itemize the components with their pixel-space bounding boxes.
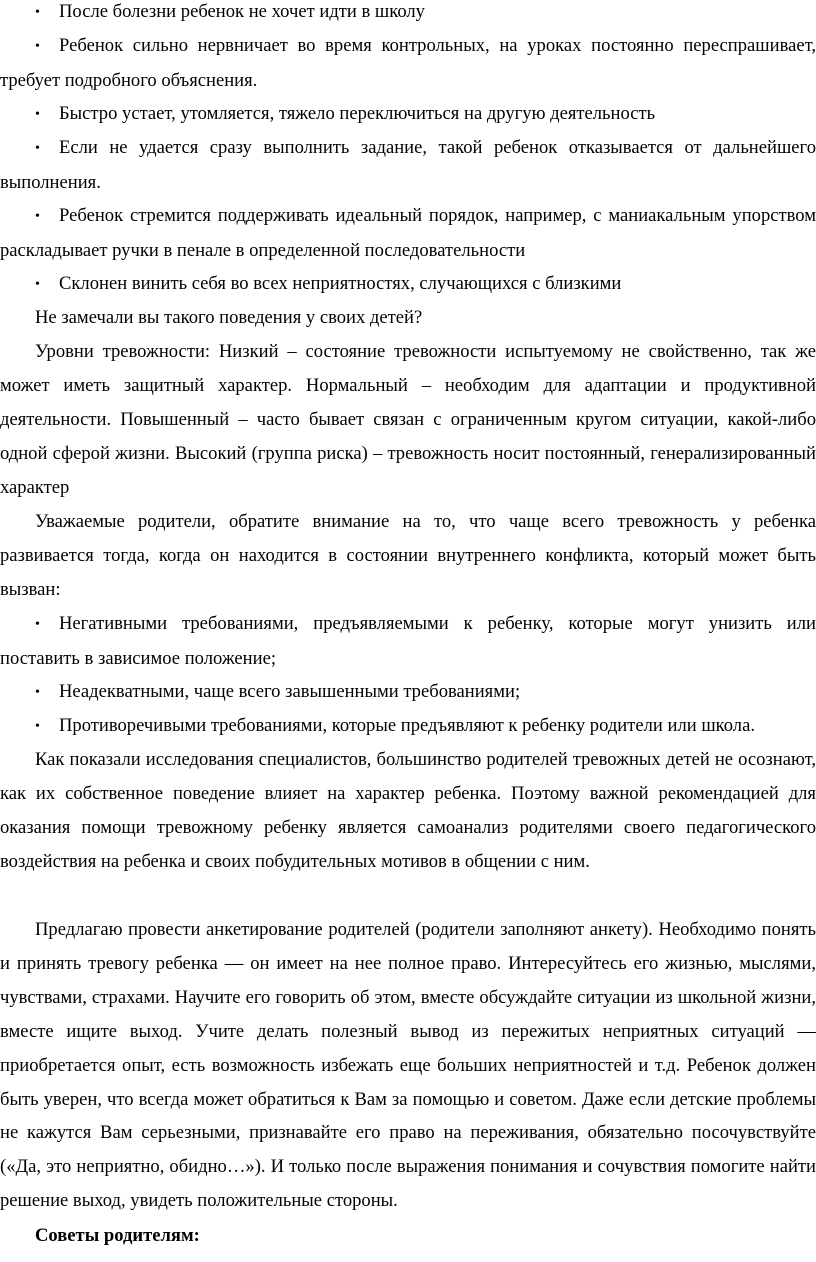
paragraph-research: Как показали исследования специалистов, большинство родителей тревожных детей не осознают, как их собственное поведение влияет на характер ребенка. Поэтому важной рекомендацией для оказания помощи тревожному ребенку является самоанализ родителями своего педагогического воздействия на ребенка и своих побудительных мотивов в общении с ним. [0, 749, 816, 872]
paragraph-anxiety-levels: Уровни тревожности: Низкий – состояние тревожности испытуемому не свойственно, так же может иметь защитный характер. Нормальный – необходим для адаптации и продуктивной деятельности. Повышенный – часто бывает связан с ограниченным кругом ситуации, какой-либо одной сферой жизни. Высокий (группа риска) – тревожность носит постоянный, генерализированный характер [0, 341, 816, 498]
list-item [0, 29, 816, 98]
list-item [0, 199, 816, 268]
list-item [0, 131, 816, 200]
bullet-icon: • [35, 685, 40, 700]
list-item-text: После болезни ребенок не хочет идти в школу [59, 1, 425, 22]
paragraph-survey: Предлагаю провести анкетирование родителей (родители заполняют анкету). Необходимо понять и принять тревогу ребенка — он имеет на нее полное право. Интересуйтесь его жизнью, мыслями, чувствами, страхами. Научите его говорить об этом, вместе обсуждайте ситуации из школьной жизни, вместе ищите выход. Учите делать полезный вывод из пережитых неприятных ситуаций — приобретается опыт, есть возможность избежать еще больших неприятностей и т.д. Ребенок должен быть уверен, что всегда может обратиться к Вам за помощью и советом. Даже если детские проблемы не кажутся Вам серьезными, признавайте его право на переживания, обязательно посочувствуйте («Да, это неприятно, обидно…»). И только после выражения понимания и сочувствия помогите найти решение выход, увидеть положительные стороны. [0, 919, 816, 1212]
list-item [0, 97, 816, 132]
list-item [0, 709, 816, 744]
list-item-text: Быстро устает, утомляется, тяжело переключиться на другую деятельность [59, 103, 656, 124]
bullet-icon: • [35, 141, 40, 156]
bullet-icon: • [35, 5, 40, 20]
list-item-text: Ребенок стремится поддерживать идеальный порядок, например, с маниакальным упорством раскладывает ручки в пенале в определенной последовательности [0, 205, 816, 261]
paragraph-dear-parents: Уважаемые родители, обратите внимание на то, что чаще всего тревожность у ребенка развивается тогда, когда он находится в состоянии внутреннего конфликта, который может быть вызван: [0, 511, 816, 600]
list-item [0, 0, 816, 30]
bullet-icon: • [35, 617, 40, 632]
section-heading: Советы родителям: [35, 1225, 200, 1246]
list-item-text: Неадекватными, чаще всего завышенными требованиями; [59, 681, 521, 702]
list-item-text: Ребенок сильно нервничает во время контрольных, на уроках постоянно переспрашивает, требует подробного объяснения. [0, 35, 816, 91]
list-item [0, 267, 816, 302]
list-item [0, 607, 816, 676]
list-item [0, 675, 816, 710]
bullet-icon: • [35, 719, 40, 734]
bullet-icon: • [35, 39, 40, 54]
list-item-text: Если не удается сразу выполнить задание, такой ребенок отказывается от дальнейшего выполнения. [0, 137, 816, 193]
list-item-text: Противоречивыми требованиями, которые предъявляют к ребенку родители или школа. [59, 715, 755, 736]
list-item-text: Склонен винить себя во всех неприятностях, случающихся с близкими [59, 273, 622, 294]
paragraph-question: Не замечали вы такого поведения у своих детей? [35, 307, 423, 328]
list-item-text: Негативными требованиями, предъявляемыми к ребенку, которые могут унизить или поставить в зависимое положение; [0, 613, 816, 669]
bullet-icon: • [35, 209, 40, 224]
bullet-icon: • [35, 107, 40, 122]
bullet-icon: • [35, 277, 40, 292]
